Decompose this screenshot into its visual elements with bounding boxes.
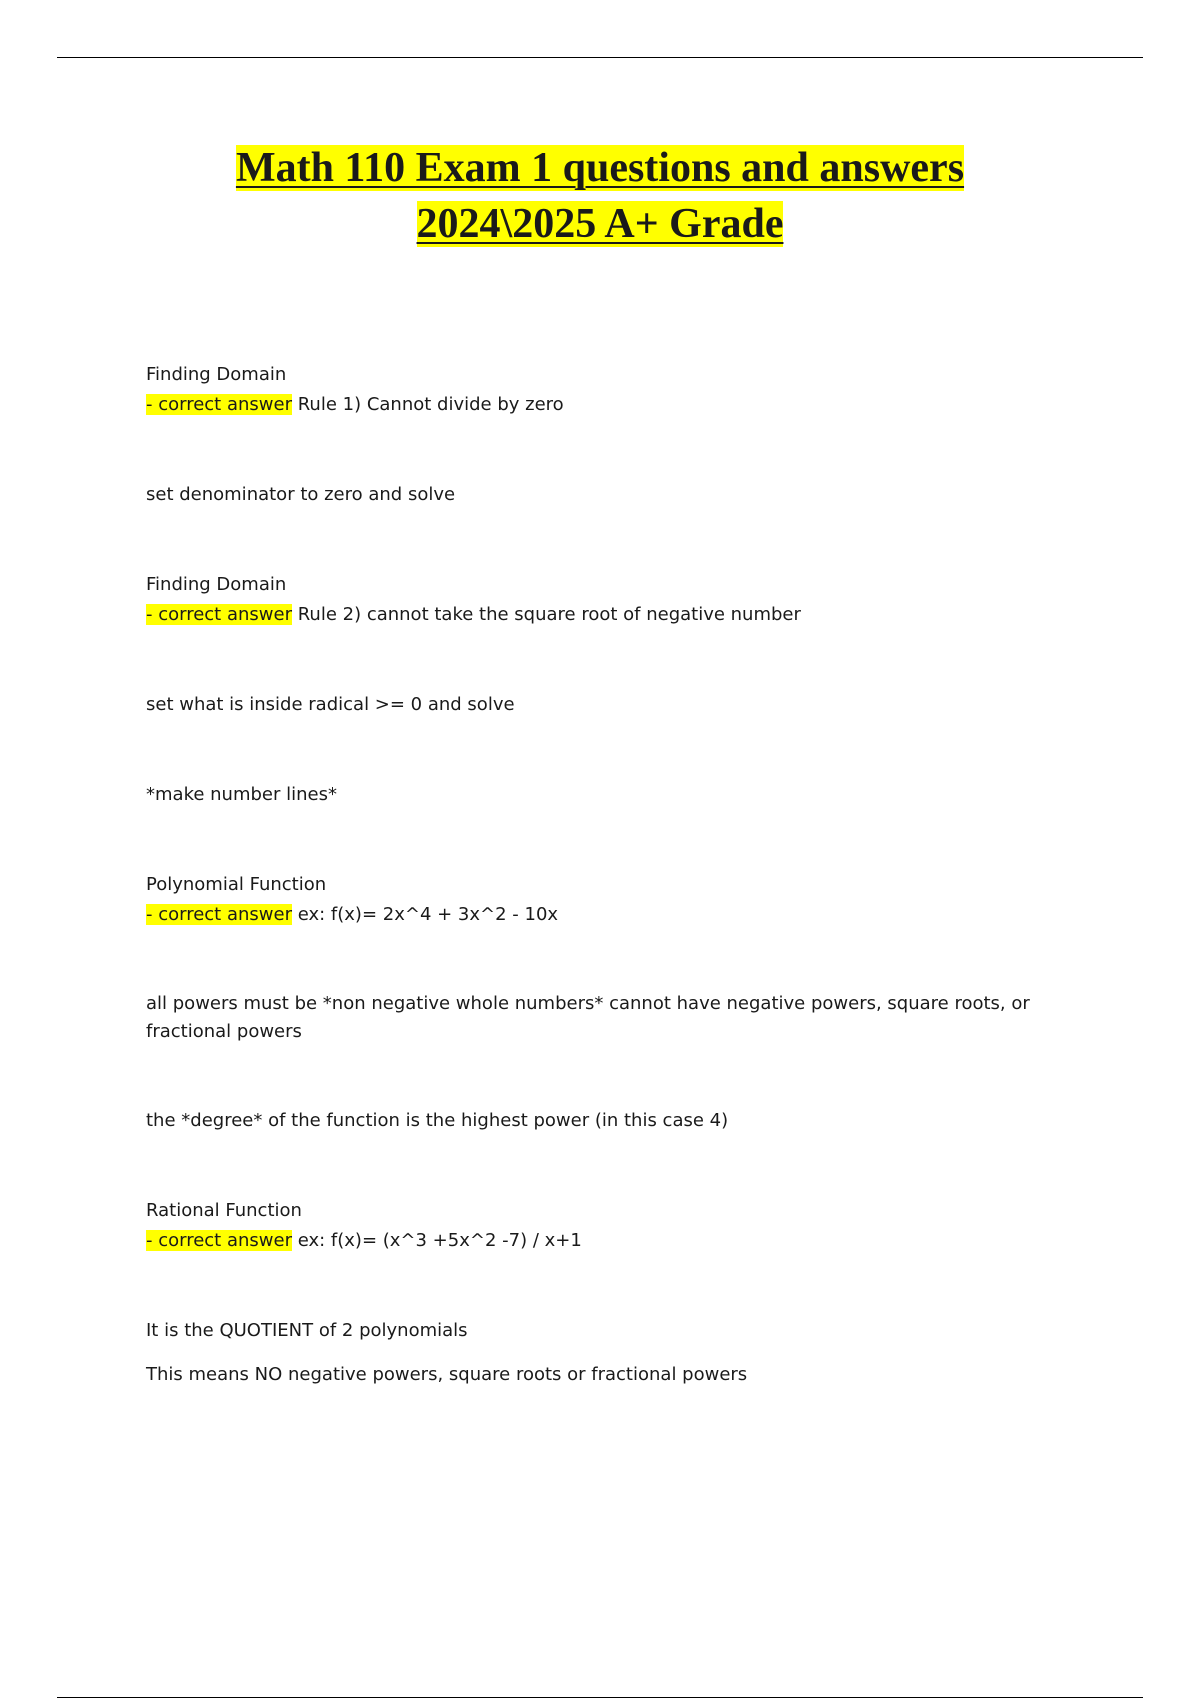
note-text: It is the QUOTIENT of 2 polynomials bbox=[146, 1320, 468, 1341]
correct-answer-marker: - correct answer bbox=[146, 394, 292, 415]
question-text: Finding Domain bbox=[146, 364, 287, 385]
note-text: set denominator to zero and solve bbox=[146, 484, 456, 505]
note-text: the *degree* of the function is the highest power (in this case 4) bbox=[146, 1110, 729, 1131]
answer-line bbox=[146, 600, 1046, 630]
answer-text: ex: f(x)= (x^3 +5x^2 -7) / x+1 bbox=[297, 1230, 582, 1251]
answer-text: Rule 1) Cannot divide by zero bbox=[297, 394, 564, 415]
note-text: This means NO negative powers, square roots or fractional powers bbox=[146, 1364, 748, 1385]
correct-answer-marker: - correct answer bbox=[146, 1230, 292, 1251]
qa-content bbox=[146, 360, 1046, 1390]
title-line-1: Math 110 Exam 1 questions and answers bbox=[235, 145, 965, 191]
answer-line bbox=[146, 390, 1046, 420]
note-text: *make number lines* bbox=[146, 784, 337, 805]
question-text: Finding Domain bbox=[146, 574, 287, 595]
title-line-2: 2024\2025 A+ Grade bbox=[416, 201, 784, 247]
answer-text: Rule 2) cannot take the square root of negative number bbox=[297, 604, 801, 625]
top-rule bbox=[57, 57, 1143, 58]
question-text: Rational Function bbox=[146, 1200, 302, 1221]
correct-answer-marker: - correct answer bbox=[146, 904, 292, 925]
answer-line bbox=[146, 1226, 1046, 1256]
answer-text: ex: f(x)= 2x^4 + 3x^2 - 10x bbox=[297, 904, 559, 925]
question-text: Polynomial Function bbox=[146, 874, 327, 895]
bottom-rule bbox=[57, 1697, 1143, 1698]
note-text: set what is inside radical >= 0 and solve bbox=[146, 694, 515, 715]
correct-answer-marker: - correct answer bbox=[146, 604, 292, 625]
answer-line bbox=[146, 900, 1046, 930]
note-text: all powers must be *non negative whole numbers* cannot have negative powers, square roots, or fractional powers bbox=[146, 993, 1030, 1042]
document-title bbox=[0, 140, 1200, 252]
